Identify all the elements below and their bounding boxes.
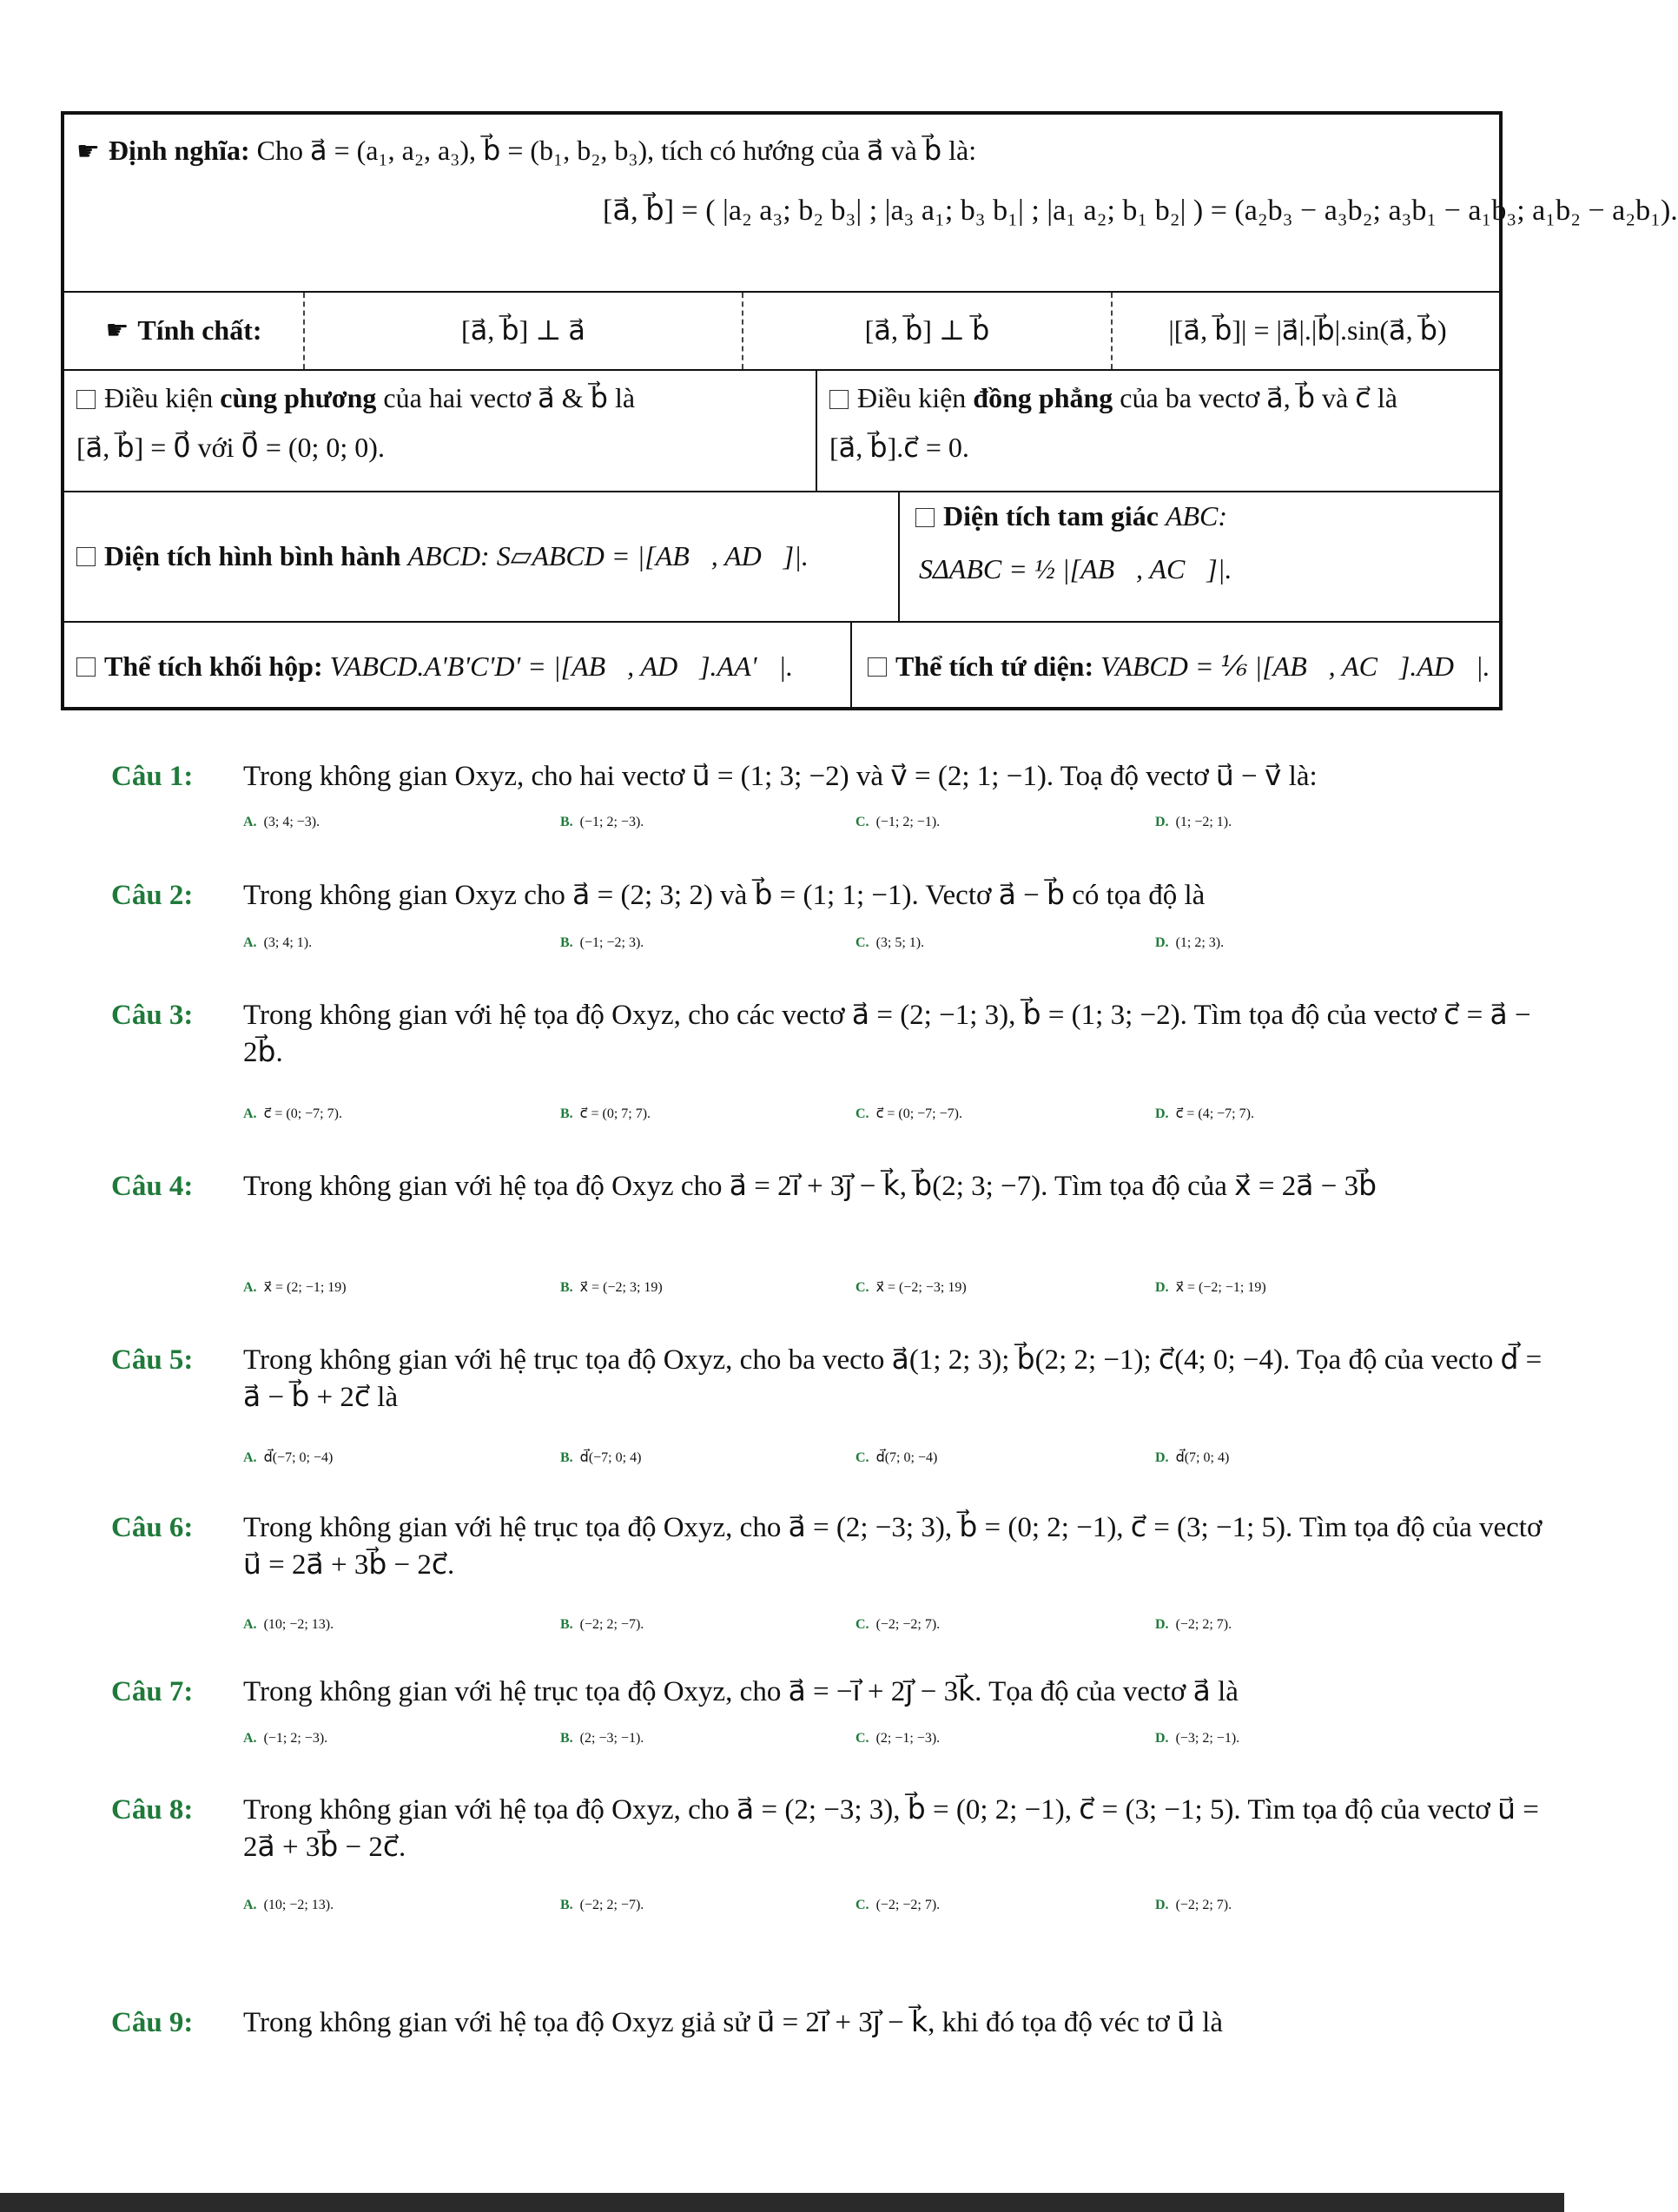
question-stem: Trong không gian Oxyz cho a⃗ = (2; 3; 2) và b⃗ = (1; 1; −1). Vectơ a⃗ − b⃗ có tọa độ là — [243, 880, 1206, 911]
definition-text: Cho a⃗ = (a₁, a₂, a₃), b⃗ = (b₁, b₂, b₃), tích có hướng của a⃗ và b⃗ là: — [256, 135, 977, 166]
checkbox-square-icon — [76, 657, 96, 677]
question-label: Câu 8: — [111, 1794, 194, 1826]
properties-label-cell — [64, 293, 303, 369]
box-volume-formula: VABCD.A'B'C'D' = |[AB⃗, AD⃗].AA'⃗|. — [329, 650, 794, 682]
parallelogram-formula: ABCD: S▱ABCD = |[AB⃗, AD⃗]|. — [407, 540, 809, 572]
question-stem: Trong không gian Oxyz, cho hai vectơ u⃗ = (1; 3; −2) và v⃗ = (2; 1; −1). Toạ độ vectơ u⃗ − v⃗ là: — [243, 761, 1318, 792]
coplanar-pre: Điều kiện — [857, 382, 967, 413]
checkbox-square-icon — [915, 508, 935, 527]
conditions-row — [64, 371, 1499, 492]
option-a[interactable]: A. (3; 4; 1). — [243, 935, 313, 950]
option-a[interactable]: A. d⃗(−7; 0; −4) — [243, 1450, 334, 1465]
coplanar-formula: [a⃗, b⃗].c⃗ = 0. — [829, 432, 969, 464]
pointing-hand-icon: ☛ — [105, 314, 129, 346]
option-d[interactable]: D. (−2; 2; 7). — [1155, 1898, 1232, 1912]
parallelogram-label: Diện tích hình bình hành — [104, 540, 401, 572]
tetra-volume-cell — [850, 623, 1503, 710]
option-c[interactable]: C. x⃗ = (−2; −3; 19) — [856, 1280, 967, 1295]
question-1-options — [243, 815, 1563, 858]
option-c[interactable]: C. (3; 5; 1). — [856, 935, 925, 950]
option-d[interactable]: D. (1; −2; 1). — [1155, 815, 1232, 829]
question-label: Câu 7: — [111, 1676, 194, 1707]
option-d[interactable]: D. (−2; 2; 7). — [1155, 1617, 1232, 1632]
definition-line — [76, 132, 976, 170]
question-4-options — [243, 1278, 1563, 1322]
tetra-volume-label: Thể tích tứ diện: — [895, 650, 1094, 682]
question-label: Câu 4: — [111, 1171, 194, 1202]
question-stem: Trong không gian với hệ tọa độ Oxyz, cho a⃗ = (2; −3; 3), b⃗ = (0; 2; −1), c⃗ = (3; −1; 5). Tìm tọa độ của vectơ u⃗ = 2a⃗ + 3b⃗ − 2c⃗. — [243, 1794, 1539, 1863]
triangle-name: ABC: — [1165, 500, 1228, 532]
option-d[interactable]: D. x⃗ = (−2; −1; 19) — [1155, 1280, 1266, 1295]
checkbox-square-icon — [76, 547, 96, 566]
option-a[interactable]: A. c⃗ = (0; −7; 7). — [243, 1106, 342, 1121]
box-volume-cell — [64, 623, 850, 710]
option-c[interactable]: C. c⃗ = (0; −7; −7). — [856, 1106, 962, 1121]
property-cell-1 — [303, 293, 742, 369]
box-volume-label: Thể tích khối hộp: — [104, 650, 323, 682]
collinear-bold: cùng phương — [220, 382, 377, 413]
option-a[interactable]: A. (10; −2; 13). — [243, 1898, 334, 1912]
option-d[interactable]: D. (1; 2; 3). — [1155, 935, 1225, 950]
coplanar-bold: đồng phẳng — [973, 382, 1113, 413]
cross-product-formula: [a⃗, b⃗] = ( |a₂ a₃; b₂ b₃| ; |a₃ a₁; b₃ b₁| ; |a₁ a₂; b₁ b₂| ) = (a₂b₃ − a₃b₂; a₃b₁ − a₁b₃; a₁b₂ − a₂b₁). — [603, 195, 1678, 227]
question-stem: Trong không gian với hệ trục tọa độ Oxyz, cho a⃗ = (2; −3; 3), b⃗ = (0; 2; −1), c⃗ = (3; −1; 5). Tìm tọa độ của vectơ u⃗ = 2a⃗ + 3b⃗ − 2c⃗. — [243, 1512, 1543, 1581]
option-a[interactable]: A. (3; 4; −3). — [243, 815, 320, 829]
option-b[interactable]: B. (−1; 2; −3). — [560, 815, 644, 829]
question-6-options — [243, 1617, 1563, 1661]
question-5-options — [243, 1449, 1563, 1492]
volume-row — [64, 623, 1499, 710]
property-3: |[a⃗, b⃗]| = |a⃗|.|b⃗|.sin(a⃗, b⃗) — [1168, 314, 1447, 347]
checkbox-square-icon — [829, 390, 849, 409]
coplanar-post: của ba vectơ a⃗, b⃗ và c⃗ là — [1120, 382, 1397, 413]
collinear-pre: Điều kiện — [104, 382, 214, 413]
question-2-options — [243, 935, 1563, 979]
option-d[interactable]: D. c⃗ = (4; −7; 7). — [1155, 1106, 1254, 1121]
option-b[interactable]: B. x⃗ = (−2; 3; 19) — [560, 1280, 663, 1295]
question-stem: Trong không gian với hệ tọa độ Oxyz cho a⃗ = 2i⃗ + 3j⃗ − k⃗, b⃗(2; 3; −7). Tìm tọa độ của x⃗ = 2a⃗ − 3b⃗ — [243, 1171, 1377, 1202]
triangle-label: Diện tích tam giác — [943, 500, 1159, 532]
property-cell-2 — [742, 293, 1111, 369]
question-label: Câu 9: — [111, 2007, 194, 2038]
option-c[interactable]: C. (2; −1; −3). — [856, 1731, 941, 1746]
question-8-options — [243, 1898, 1563, 1941]
property-cell-3 — [1111, 293, 1503, 369]
definition-row — [64, 115, 1678, 293]
question-label: Câu 6: — [111, 1512, 194, 1543]
collinear-cell — [64, 371, 816, 491]
question-7-options — [243, 1731, 1563, 1774]
option-b[interactable]: B. (−2; 2; −7). — [560, 1898, 644, 1912]
option-a[interactable]: A. (10; −2; 13). — [243, 1617, 334, 1632]
definition-label: Định nghĩa: — [108, 135, 250, 166]
option-b[interactable]: B. (−2; 2; −7). — [560, 1617, 644, 1632]
option-b[interactable]: B. (2; −3; −1). — [560, 1731, 644, 1746]
option-a[interactable]: A. (−1; 2; −3). — [243, 1731, 328, 1746]
question-stem: Trong không gian với hệ tọa độ Oxyz giả sử u⃗ = 2i⃗ + 3j⃗ − k⃗, khi đó tọa độ véc tơ u⃗ là — [243, 2007, 1223, 2038]
bottom-edge-bar — [0, 2193, 1564, 2212]
tetra-volume-formula: VABCD = ⅙ |[AB⃗, AC⃗].AD⃗|. — [1100, 650, 1490, 682]
option-c[interactable]: C. (−2; −2; 7). — [856, 1617, 941, 1632]
option-c[interactable]: C. d⃗(7; 0; −4) — [856, 1450, 938, 1465]
question-label: Câu 2: — [111, 880, 194, 911]
collinear-post: của hai vectơ a⃗ & b⃗ là — [383, 382, 636, 413]
question-stem: Trong không gian với hệ trục tọa độ Oxyz, cho a⃗ = −i⃗ + 2j⃗ − 3k⃗. Tọa độ của vectơ a⃗ là — [243, 1676, 1239, 1707]
question-label: Câu 5: — [111, 1344, 194, 1376]
question-label: Câu 1: — [111, 761, 194, 792]
option-b[interactable]: B. c⃗ = (0; 7; 7). — [560, 1106, 651, 1121]
property-2: [a⃗, b⃗] ⊥ b⃗ — [864, 314, 990, 347]
question-3-options — [243, 1105, 1563, 1148]
option-b[interactable]: B. (−1; −2; 3). — [560, 935, 644, 950]
pointing-hand-icon: ☛ — [76, 136, 100, 167]
property-1: [a⃗, b⃗] ⊥ a⃗ — [461, 314, 585, 347]
collinear-formula: [a⃗, b⃗] = 0⃗ với 0⃗ = (0; 0; 0). — [76, 432, 385, 464]
summary-table — [61, 111, 1678, 710]
properties-row — [64, 293, 1499, 371]
triangle-formula: SΔABC = ½ |[AB⃗, AC⃗]|. — [919, 553, 1232, 585]
coplanar-cell — [816, 371, 1503, 491]
question-label: Câu 3: — [111, 1000, 194, 1031]
area-row — [64, 492, 1499, 623]
parallelogram-cell — [64, 492, 898, 621]
properties-label: Tính chất: — [137, 314, 262, 347]
option-b[interactable]: B. d⃗(−7; 0; 4) — [560, 1450, 642, 1465]
question-stem: Trong không gian với hệ tọa độ Oxyz, cho các vectơ a⃗ = (2; −1; 3), b⃗ = (1; 3; −2). Tìm tọa độ của vectơ c⃗ = a⃗ − 2b⃗. — [243, 1000, 1531, 1068]
option-c[interactable]: C. (−1; 2; −1). — [856, 815, 941, 829]
question-stem: Trong không gian với hệ trục tọa độ Oxyz, cho ba vecto a⃗(1; 2; 3); b⃗(2; 2; −1); c⃗(4; 0; −4). Tọa độ của vecto d⃗ = a⃗ − b⃗ + 2c⃗ là — [243, 1344, 1543, 1413]
option-c[interactable]: C. (−2; −2; 7). — [856, 1898, 941, 1912]
option-a[interactable]: A. x⃗ = (2; −1; 19) — [243, 1280, 347, 1295]
option-d[interactable]: D. d⃗(7; 0; 4) — [1155, 1450, 1230, 1465]
triangle-cell — [898, 492, 1503, 621]
checkbox-square-icon — [868, 657, 887, 677]
option-d[interactable]: D. (−3; 2; −1). — [1155, 1731, 1240, 1746]
checkbox-square-icon — [76, 390, 96, 409]
